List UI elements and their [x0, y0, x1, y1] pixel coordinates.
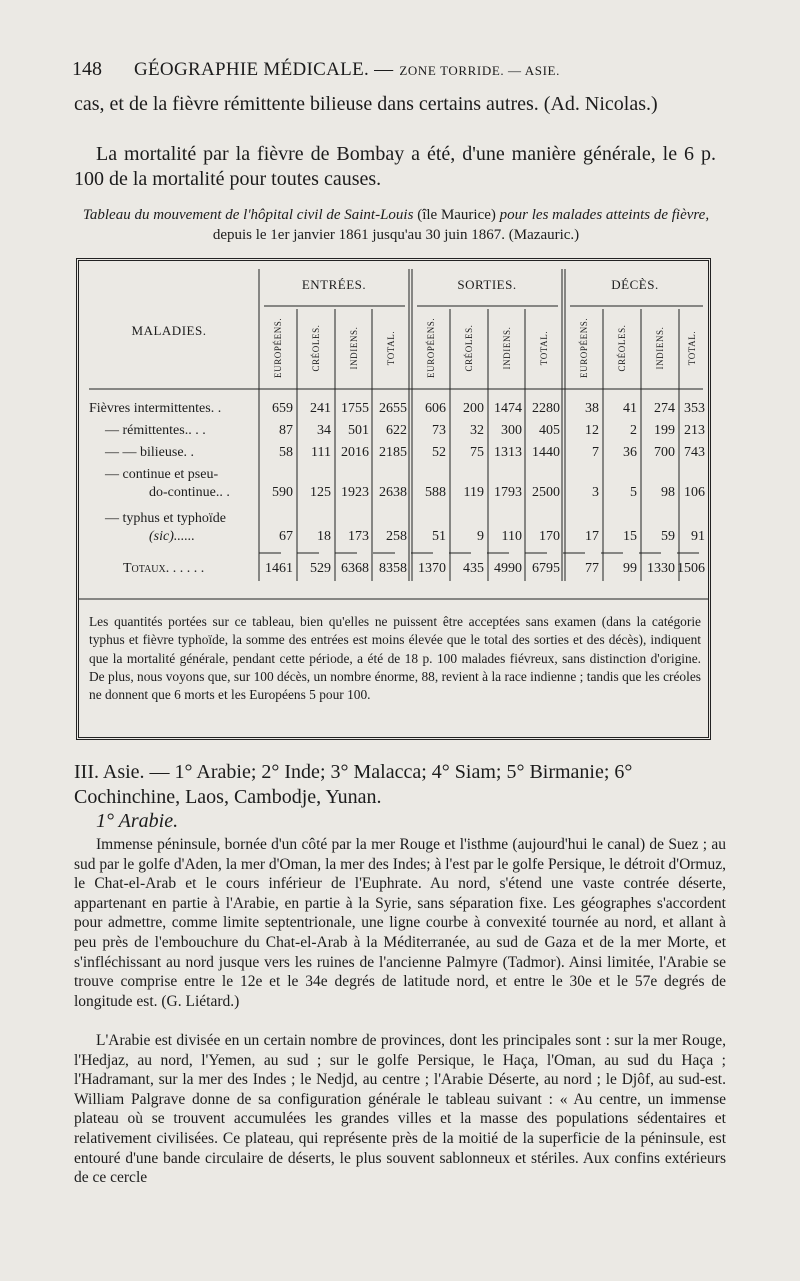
totals-cell: 6368	[341, 561, 369, 576]
totals-cell: 4990	[494, 561, 522, 576]
row-label: — rémittentes.. . .	[105, 423, 206, 438]
subcol-header: EUROPÉENS.	[273, 317, 283, 378]
paragraph-arabie-limits: Immense péninsule, bornée d'un côté par la mer Rouge et l'isthme (aujourd'hui le canal) de Suez ; au sud par le golfe d'Aden, la mer d'Oman, la mer des Indes; à l'est par le golfe Persique, le détroit d'Ormuz, le Chat-el-Arab et le cours inférieur de l'Euphrate. Au nord, s'étend une vaste contrée déserte, appartenant en partie à l'Arabie, en partie à la Syrie, sans séparation fixe. Les géographes s'accordent pour admettre, comme limite septentrionale, une ligne courbe à convexité tournée au nord, et allant à peu près de l'embouchure du Chat-el-Arab à la Méditerranée, au sud de Gaza et de la mer Morte, et s'infléchissant au nord jusque vers les ruines de l'ancienne Palmyre (Tadmor). Ainsi limitée, l'Arabie se trouve comprise entre le 12e et le 34e degrés de latitude nord, et entre le 30e et le 57e degrés de longitude est. (G. Liétard.)	[74, 836, 726, 1010]
hospital-table	[79, 261, 708, 601]
table-cell: 501	[348, 423, 369, 438]
subcol-header: TOTAL.	[385, 330, 396, 366]
row-label: — typhus et typhoïde	[105, 511, 226, 526]
totals-cell: 529	[310, 561, 331, 576]
subheading-arabie	[96, 810, 178, 833]
totals-cell: 1330	[647, 561, 675, 576]
table-cell: 52	[432, 445, 446, 460]
header-title: GÉOGRAPHIE MÉDICALE. —	[134, 59, 394, 80]
table-cell: 87	[279, 423, 293, 438]
table-cell: 213	[684, 423, 705, 438]
running-header	[72, 58, 722, 81]
totals-cell: 77	[585, 561, 599, 576]
table-cell: 32	[470, 423, 484, 438]
table-cell: 73	[432, 423, 446, 438]
table-cell: 5	[630, 485, 637, 500]
caption-part-1: Tableau du mouvement de l'hôpital civil de Saint-Louis	[82, 207, 414, 223]
subcol-header: CRÉOLES.	[311, 324, 321, 372]
table-cell: 36	[623, 445, 637, 460]
row-label: — — bilieuse. .	[105, 445, 195, 460]
table-cell: 1755	[341, 401, 369, 416]
table-cell: 7	[592, 445, 599, 460]
table-cell: 2638	[379, 485, 407, 500]
table-cell: 300	[501, 423, 522, 438]
caption-part-2: (île Maurice)	[413, 207, 500, 223]
table-cell: 98	[661, 485, 675, 500]
caption-part-4: depuis le 1er janvier 1861 jusqu'au 30 juin 1867. (Mazauric.)	[212, 227, 580, 243]
paragraph-continuation: cas, et de la fièvre rémittente bilieuse dans certains autres. (Ad. Nicolas.)	[74, 93, 658, 115]
subcol-header: INDIENS.	[501, 326, 512, 370]
subcol-header: EUROPÉENS.	[579, 317, 589, 378]
table-cell: 743	[684, 445, 705, 460]
subcol-header: CRÉOLES.	[617, 324, 627, 372]
table-cell: 3	[592, 485, 599, 500]
table-cell: 119	[463, 485, 484, 500]
table-cell: 2500	[532, 485, 560, 500]
totals-cell: 1370	[418, 561, 446, 576]
paragraph-bombay-mortality: La mortalité par la fièvre de Bombay a été, d'une manière générale, le 6 p. 100 de la mortalité pour toutes causes.	[74, 143, 716, 190]
hospital-table-box	[76, 258, 711, 740]
row-label: — continue et pseu-	[105, 467, 219, 482]
table-cell: 51	[432, 529, 446, 544]
subcol-header: TOTAL.	[538, 330, 549, 366]
table-cell: 111	[311, 445, 331, 460]
table-cell: 67	[279, 529, 293, 544]
table-cell: 1793	[494, 485, 522, 500]
table-cell: 199	[654, 423, 675, 438]
totals-cell: 8358	[379, 561, 407, 576]
group-header-deces: DÉCÈS.	[611, 277, 659, 292]
table-caption	[76, 205, 716, 245]
table-cell: 12	[585, 423, 599, 438]
table-cell: 258	[386, 529, 407, 544]
subcol-header: TOTAL.	[687, 330, 697, 366]
subcol-header: INDIENS.	[348, 326, 359, 370]
totals-cell: 99	[623, 561, 637, 576]
subcol-header: CRÉOLES.	[464, 324, 474, 372]
table-cell: 91	[691, 529, 705, 544]
section-heading-asie: III. Asie. — 1° Arabie; 2° Inde; 3° Malacca; 4° Siam; 5° Birmanie; 6° Cochinchine, Laos, Cambodje, Yunan.	[74, 761, 633, 808]
table-cell: 38	[585, 401, 599, 416]
table-cell: 590	[272, 485, 293, 500]
table-cell: 622	[386, 423, 407, 438]
page-number: 148	[72, 58, 102, 80]
table-cell: 2	[630, 423, 637, 438]
table-cell: 15	[623, 529, 637, 544]
table-cell: 200	[463, 401, 484, 416]
table-cell: 2016	[341, 445, 369, 460]
totals-label: Totaux. . . . . .	[123, 561, 205, 576]
row-label: Fièvres intermittentes. .	[89, 401, 222, 416]
table-cell: 59	[661, 529, 675, 544]
totals-cell: 1506	[677, 561, 705, 576]
totals-cell: 435	[463, 561, 484, 576]
table-cell: 2185	[379, 445, 407, 460]
group-header-sorties: SORTIES.	[457, 277, 517, 292]
table-cell: 1474	[494, 401, 522, 416]
table-cell: 58	[279, 445, 293, 460]
subheading-text: 1° Arabie.	[96, 810, 179, 832]
subcol-header: INDIENS.	[655, 326, 665, 370]
table-cell: 1440	[532, 445, 560, 460]
table-note: Les quantités portées sur ce tableau, bien qu'elles ne puissent être acceptées sans examen (dans la catégorie typhus et fièvre typhoïde, la somme des entrées est moins élevée que le total des sorties et des décès), indiquent que la mortalité générale, pendant cette période, a été de 18 p. 100 malades fiévreux, sans distinction d'origine. De plus, nous voyons que, sur 100 décès, un nombre énorme, 88, revient à la race indienne ; tandis que les créoles ne donnent que 6 morts et les Européens 5 pour 100.	[89, 614, 701, 703]
table-cell: 659	[272, 401, 293, 416]
table-cell: 125	[310, 485, 331, 500]
table-cell: 1313	[494, 445, 522, 460]
table-cell: 353	[684, 401, 705, 416]
paragraph-arabie-provinces: L'Arabie est divisée en un certain nombre de provinces, dont les principales sont : sur la mer Rouge, l'Hedjaz, au nord, l'Yemen, au sud ; sur le golfe Persique, le Haça, l'Oman, au sud du Haça ; l'Hadramant, sur la mer des Indes ; le Nedjd, au centre ; l'Arabie Déserte, au nord ; le Djôf, au sud-est. William Palgrave donne de sa configuration générale le tableau suivant : « Au centre, un immense plateau où se trouvent accumulées les grandes villes et la masse des populations sédentaires et relativement civilisées. Ce plateau, qui représente près de la moitié de la superficie de la péninsule, est entouré d'une bande circulaire de déserts, le plus souvent sablonneux et stériles. Aux confins extérieurs de ce cercle	[74, 1032, 726, 1187]
table-cell: 34	[317, 423, 331, 438]
row-label: do-continue.. .	[149, 485, 230, 500]
table-cell: 588	[425, 485, 446, 500]
table-cell: 405	[539, 423, 560, 438]
table-cell: 41	[623, 401, 637, 416]
table-cell: 9	[477, 529, 484, 544]
table-cell: 170	[539, 529, 560, 544]
table-cell: 2280	[532, 401, 560, 416]
table-cell: 700	[654, 445, 675, 460]
totals-cell: 6795	[532, 561, 560, 576]
table-cell: 274	[654, 401, 675, 416]
row-header-maladies: MALADIES.	[131, 323, 207, 338]
table-cell: 75	[470, 445, 484, 460]
table-cell: 18	[317, 529, 331, 544]
caption-part-3: pour les malades atteints de fièvre,	[499, 207, 710, 223]
subcol-header: EUROPÉENS.	[426, 317, 436, 378]
group-header-entrees: ENTRÉES.	[301, 277, 367, 292]
table-cell: 17	[585, 529, 599, 544]
table-cell: 2655	[379, 401, 407, 416]
totals-cell: 1461	[265, 561, 293, 576]
table-cell: 110	[501, 529, 522, 544]
table-cell: 1923	[341, 485, 369, 500]
table-cell: 173	[348, 529, 369, 544]
header-subtitle: ZONE TORRIDE. — ASIE.	[399, 63, 560, 78]
table-cell: 241	[310, 401, 331, 416]
table-cell: 106	[684, 485, 705, 500]
table-cell: 606	[425, 401, 446, 416]
row-label: (sic)......	[149, 529, 195, 544]
